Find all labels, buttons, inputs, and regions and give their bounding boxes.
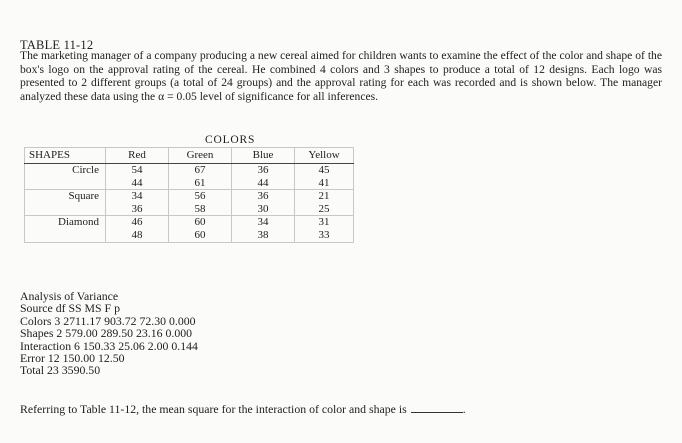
table-cell: 21 bbox=[295, 190, 354, 203]
question-line: Referring to Table 11-12, the mean square for the interaction of color and shape is . bbox=[20, 402, 466, 416]
table-cell: 61 bbox=[169, 177, 232, 190]
table-cell: 41 bbox=[295, 177, 354, 190]
table-row bbox=[25, 164, 354, 177]
table-cell: 30 bbox=[232, 203, 295, 216]
table-cell: 54 bbox=[106, 164, 169, 177]
answer-blank[interactable] bbox=[411, 402, 463, 413]
table-cell: 36 bbox=[232, 190, 295, 203]
column-header-yellow: Yellow bbox=[295, 148, 354, 164]
anova-line: Total 23 3590.50 bbox=[20, 363, 101, 378]
table-cell: 44 bbox=[106, 177, 169, 190]
anova-line: Interaction 6 150.33 25.06 2.00 0.144 bbox=[20, 338, 198, 353]
table-cell: 45 bbox=[295, 164, 354, 177]
table-cell: 60 bbox=[169, 229, 232, 242]
anova-heading: Analysis of Variance bbox=[20, 289, 119, 303]
table-cell: 36 bbox=[232, 164, 295, 177]
table-cell: 58 bbox=[169, 203, 232, 216]
table-cell: 34 bbox=[106, 190, 169, 203]
anova-line: Error 12 150.00 12.50 bbox=[20, 351, 125, 366]
table-cell: 60 bbox=[169, 216, 232, 229]
table-cell: 34 bbox=[232, 216, 295, 229]
ratings-table bbox=[24, 147, 354, 243]
colors-header: COLORS bbox=[205, 134, 256, 146]
row-shape-label bbox=[25, 177, 106, 190]
table-cell: 67 bbox=[169, 164, 232, 177]
table-row bbox=[25, 216, 354, 229]
problem-description: The marketing manager of a company producing a new cereal aimed for children wants to examine the effect of the color and shape of the box's logo on the approval rating of the cereal. He combined 4 colors and 3 shapes to produce a total of 12 designs. Each logo was presented to 2 different groups (a total of 24 groups) and the approval rating for each was recorded and is shown below. The manager analyzed these data using the α = 0.05 level of significance for all inferences. bbox=[20, 49, 662, 103]
table-cell: 31 bbox=[295, 216, 354, 229]
anova-line: Shapes 2 579.00 289.50 23.16 0.000 bbox=[20, 326, 193, 341]
table-cell: 38 bbox=[232, 229, 295, 242]
row-shape-label: Square bbox=[25, 190, 106, 203]
table-cell: 33 bbox=[295, 229, 354, 242]
column-header-red: Red bbox=[106, 148, 169, 164]
row-shape-label bbox=[25, 229, 106, 242]
row-shape-label bbox=[25, 203, 106, 216]
table-cell: 56 bbox=[169, 190, 232, 203]
anova-line: Source df SS MS F p bbox=[20, 301, 120, 316]
table-row bbox=[25, 177, 354, 190]
column-header-blue: Blue bbox=[232, 148, 295, 164]
row-shape-label: Diamond bbox=[25, 216, 106, 229]
table-cell: 36 bbox=[106, 203, 169, 216]
table-cell: 44 bbox=[232, 177, 295, 190]
table-row bbox=[25, 203, 354, 216]
table-cell: 46 bbox=[106, 216, 169, 229]
column-header-green: Green bbox=[169, 148, 232, 164]
table-row bbox=[25, 229, 354, 242]
table-cell: 25 bbox=[295, 203, 354, 216]
table-row bbox=[25, 190, 354, 203]
table-cell: 48 bbox=[106, 229, 169, 242]
question-text: Referring to Table 11-12, the mean square for the interaction of color and shape is bbox=[20, 402, 407, 416]
shapes-header: SHAPES bbox=[25, 148, 106, 164]
table-title: TABLE 11-12 bbox=[20, 38, 94, 52]
anova-output bbox=[20, 290, 198, 377]
row-shape-label: Circle bbox=[25, 164, 106, 177]
anova-line: Colors 3 2711.17 903.72 72.30 0.000 bbox=[20, 313, 196, 328]
table-header-row bbox=[25, 148, 354, 164]
